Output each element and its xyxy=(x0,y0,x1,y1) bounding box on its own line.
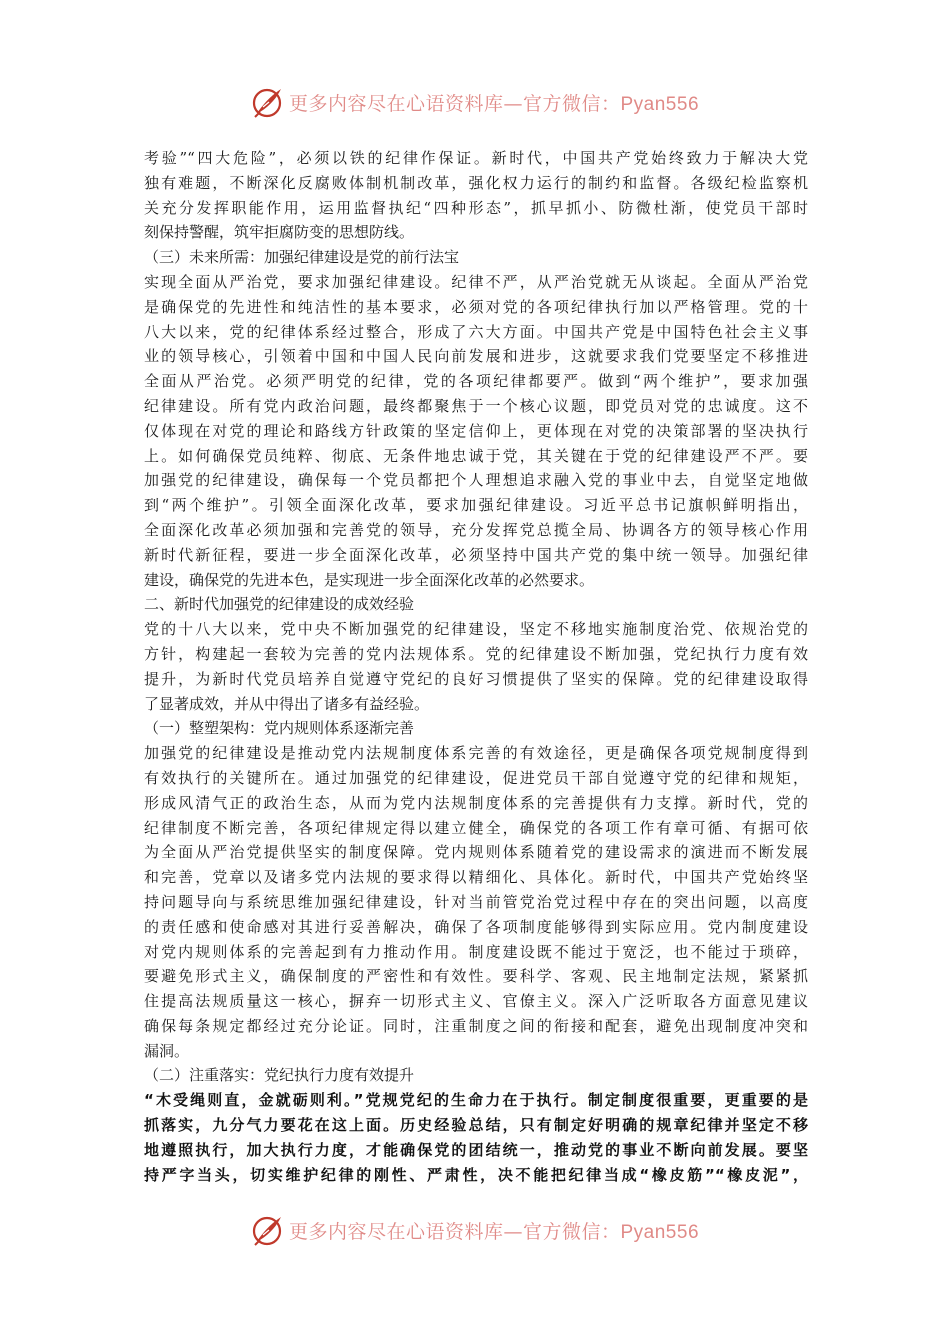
text-line: 全面从严治党。必须严明党的纪律，党的各项纪律都要严。做到“两个维护”，要求加强 xyxy=(144,372,808,391)
banner-text xyxy=(289,89,699,116)
text-line: 方针，构建起一套较为完善的党内法规体系。党的纪律建设不断加强，党纪执行力度有效 xyxy=(144,644,808,663)
quill-logo-icon xyxy=(251,85,285,119)
banner-site-text: 更多内容尽在心语资料库 xyxy=(288,1220,504,1243)
banner-contact-text: 官方微信： xyxy=(522,92,621,115)
document-body xyxy=(144,146,808,1187)
text-line: 考验”“四大危险”，必须以铁的纪律作保证。新时代，中国共产党始终致力于解决大党 xyxy=(144,149,808,167)
banner-text xyxy=(289,1217,699,1244)
text-line: 纪律制度不断完善，各项纪律规定得以建立健全，确保党的各项工作有章可循、有据可依 xyxy=(144,818,808,837)
quill-logo-icon xyxy=(251,1213,285,1247)
text-line: 有效执行的关键所在。通过加强党的纪律建设，促进党员干部自觉遵守党的纪律和规矩， xyxy=(144,768,808,787)
text-line: 抓落实，九分气力要花在这上面。历史经验总结，只有制定好明确的规章纪律并坚定不移 xyxy=(144,1116,808,1135)
banner-contact-text: 官方微信： xyxy=(522,1220,621,1243)
text-line: 二、新时代加强党的纪律建设的成效经验 xyxy=(144,595,415,614)
footer-banner xyxy=(0,1210,950,1250)
text-line: 加强党的纪律建设，确保每一个党员都把个人理想追求融入党的事业中去，自觉坚定地做 xyxy=(144,471,808,490)
banner-separator: — xyxy=(503,92,523,115)
banner-wechat-id: Pyan556 xyxy=(620,93,700,115)
text-line: 形成风清气正的政治生态，从而为党内法规制度体系的完善提供有力支撑。新时代，党的 xyxy=(144,793,808,812)
text-line: 实现全面从严治党，要求加强纪律建设。纪律不严，从严治党就无从谈起。全面从严治党 xyxy=(144,272,808,291)
banner-wechat-id: Pyan556 xyxy=(620,1221,700,1243)
text-line: 全面深化改革必须加强和完善党的领导，充分发挥党总揽全局、协调各方的领导核心作用 xyxy=(144,520,808,539)
text-line: 上。如何确保党员纯粹、彻底、无条件地忠诚于党，其关键在于党的纪律建设严不严。要 xyxy=(144,446,808,465)
text-line: 到“两个维护”。引领全面深化改革，要求加强纪律建设。习近平总书记旗帜鲜明指出， xyxy=(144,496,808,515)
text-line: 对党内规则体系的完善起到有力推动作用。制度建设既不能过于宽泛，也不能过于琐碎， xyxy=(144,942,808,961)
text-line: 新时代新征程，要进一步全面深化改革，必须坚持中国共产党的集中统一领导。加强纪律 xyxy=(144,545,808,564)
text-line: 八大以来，党的纪律体系经过整合，形成了六大方面。中国共产党是中国特色社会主义事 xyxy=(144,322,808,341)
text-line: 建设，确保党的先进本色，是实现进一步全面深化改革的必然要求。 xyxy=(144,570,595,589)
text-line: 业的领导核心，引领着中国和中国人民向前发展和进步，这就要求我们党要坚定不移推进 xyxy=(144,347,808,366)
text-line: 党的十八大以来，党中央不断加强党的纪律建设，坚定不移地实施制度治党、依规治党的 xyxy=(144,620,808,639)
text-line: 是确保党的先进性和纯洁性的基本要求，必须对党的各项纪律执行加以严格管理。党的十 xyxy=(144,297,808,316)
banner-separator: — xyxy=(503,1220,523,1243)
text-line: 了显著成效，并从中得出了诸多有益经验。 xyxy=(144,694,430,713)
text-line: 漏洞。 xyxy=(144,1041,190,1060)
text-line: 关充分发挥职能作用，运用监督执纪“四种形态”，抓早抓小、防微杜渐，使党员干部时 xyxy=(144,198,808,217)
text-line: （二）注重落实：党纪执行力度有效提升 xyxy=(144,1066,415,1085)
text-line: 和完善，党章以及诸多党内法规的要求得以精细化、具体化。新时代，中国共产党始终坚 xyxy=(144,868,808,887)
text-line: （一）整塑架构：党内规则体系逐渐完善 xyxy=(144,719,415,738)
text-line: 持严字当头，切实维护纪律的刚性、严肃性，决不能把纪律当成“橡皮筋”“橡皮泥”， xyxy=(144,1165,808,1184)
text-line: “木受绳则直，金就砺则利。”党规党纪的生命力在于执行。制定制度很重要，更重要的是 xyxy=(144,1091,808,1110)
text-line: 确保每条规定都经过充分论证。同时，注重制度之间的衔接和配套，避免出现制度冲突和 xyxy=(144,1016,808,1035)
text-line: 纪律建设。所有党内政治问题，最终都聚焦于一个核心议题，即党员对党的忠诚度。这不 xyxy=(144,396,808,415)
text-line: 的责任感和使命感对其进行妥善解决，确保了各项制度能够得到实际应用。党内制度建设 xyxy=(144,917,808,936)
header-banner xyxy=(0,82,950,122)
text-line: 加强党的纪律建设是推动党内法规制度体系完善的有效途径，更是确保各项党规制度得到 xyxy=(144,744,808,763)
text-line: 提升，为新时代党员培养自觉遵守党纪的良好习惯提供了坚实的保障。党的纪律建设取得 xyxy=(144,669,808,688)
text-line: 为全面从严治党提供坚实的制度保障。党内规则体系随着党的建设需求的演进而不断发展 xyxy=(144,843,808,862)
text-line: 仅体现在对党的理论和路线方针政策的坚定信仰上，更体现在对党的决策部署的坚决执行 xyxy=(144,421,808,440)
banner-site-text: 更多内容尽在心语资料库 xyxy=(288,92,504,115)
text-line: 独有难题，不断深化反腐败体制机制改革，强化权力运行的制约和监督。各级纪检监察机 xyxy=(144,173,808,192)
text-line: 持问题导向与系统思维加强纪律建设，针对当前管党治党过程中存在的突出问题，以高度 xyxy=(144,892,808,911)
text-line: 住提高法规质量这一核心，摒弃一切形式主义、官僚主义。深入广泛听取各方面意见建议 xyxy=(144,992,808,1011)
text-line: 刻保持警醒，筑牢拒腐防变的思想防线。 xyxy=(144,223,415,242)
text-line: 地遵照执行，加大执行力度，才能确保党的团结统一，推动党的事业不断向前发展。要坚 xyxy=(144,1140,808,1159)
text-line: （三）未来所需：加强纪律建设是党的前行法宝 xyxy=(144,248,460,267)
text-line: 要避免形式主义，确保制度的严密性和有效性。要科学、客观、民主地制定法规，紧紧抓 xyxy=(144,967,808,986)
